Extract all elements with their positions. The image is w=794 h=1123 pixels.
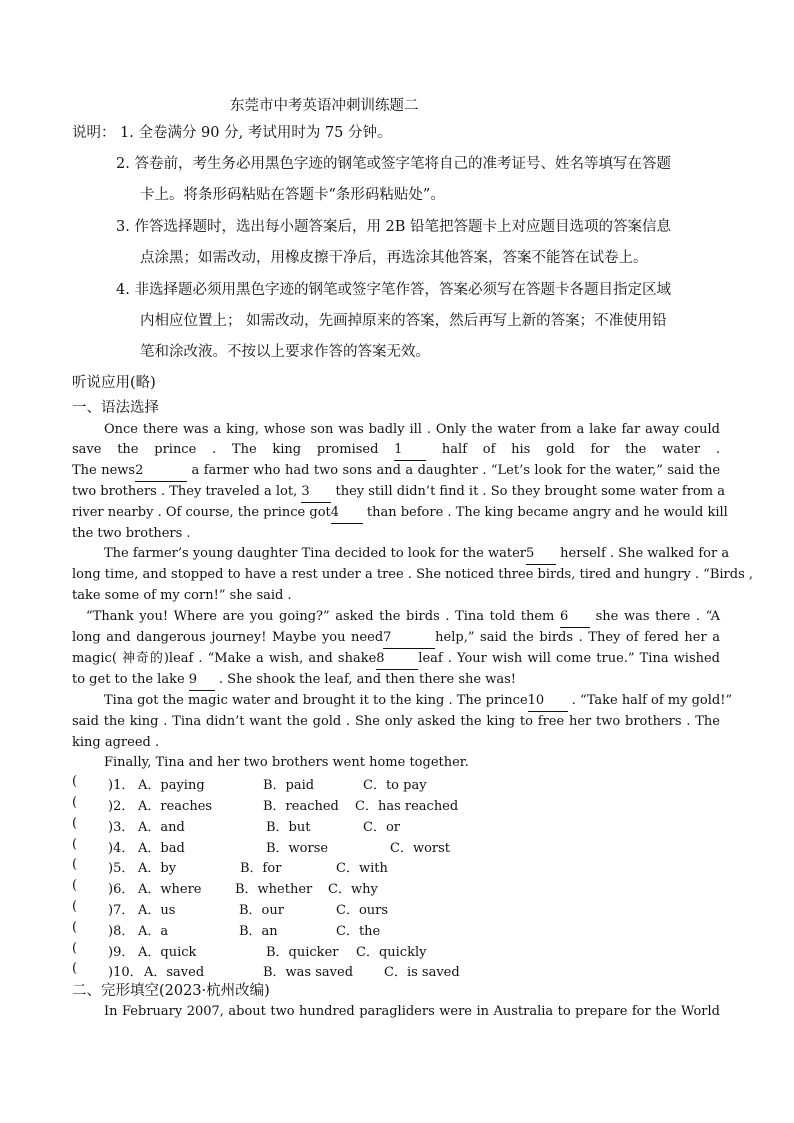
instruction-1: 1. 全卷满分 90 分, 考试用时为 75 分钟。 <box>120 125 392 141</box>
section-listening: 听说应用(略) <box>72 375 156 391</box>
blank-9[interactable]: 9 <box>189 670 215 691</box>
blank-8[interactable]: 8 <box>376 649 418 670</box>
question-row <box>72 795 492 815</box>
question-row <box>72 816 492 836</box>
instruction-3a: 3. 作答选择题时，选出每小题答案后，用 2B 铅笔把答题卡上对应题目选项的答案信息 <box>116 219 672 235</box>
blank-1[interactable]: 1 <box>394 440 426 461</box>
question-row <box>72 920 492 940</box>
option-c[interactable]: C．worst <box>390 841 451 856</box>
story-line: river nearby . Of course, the prince got4 than before . The king became angry and he would kill <box>72 503 720 524</box>
instruction-2a: 2. 答卷前，考生务必用黑色字迹的钢笔或签字笔将自己的准考证号、姓名等填写在答题 <box>116 156 671 172</box>
option-a[interactable]: A．paying <box>138 778 205 793</box>
question-number: )1． <box>108 778 135 793</box>
option-b[interactable]: B．worse <box>266 841 329 856</box>
option-c[interactable]: C．or <box>363 820 400 835</box>
question-row <box>72 899 492 919</box>
question-row <box>72 837 492 857</box>
option-c[interactable]: C．why <box>328 882 378 897</box>
blank-4[interactable]: 4 <box>331 503 363 524</box>
question-number: )4． <box>108 841 135 856</box>
option-c[interactable]: C．to pay <box>363 778 427 793</box>
section-2-heading: 二、完形填空(2023·杭州改编) <box>72 983 270 999</box>
answer-paren[interactable]: ( <box>72 774 78 789</box>
question-number: )2． <box>108 799 135 814</box>
story-line: Once there was a king, whose son was badly ill . Only the water from a lake far away could <box>104 422 720 437</box>
answer-paren[interactable]: ( <box>72 816 78 831</box>
story-line: the two brothers . <box>72 526 191 541</box>
instructions-lead: 说明： <box>72 125 116 141</box>
story-line: two brothers . They traveled a lot, 3 they still didn’t find it . So they brought some water from a <box>72 482 720 503</box>
option-a[interactable]: A．reaches <box>138 799 213 814</box>
story-line: long time, and stopped to have a rest under a tree . She noticed three birds, tired and hungry . “Birds , <box>72 567 754 582</box>
option-c[interactable]: C．has reached <box>355 799 459 814</box>
option-b[interactable]: B．was saved <box>263 965 354 980</box>
story-line: Tina got the magic water and brought it to the king . The prince10 . “Take half of my gold!” <box>104 691 720 712</box>
option-b[interactable]: B．paid <box>263 778 315 793</box>
question-number: )6． <box>108 882 135 897</box>
instruction-4b: 内相应位置上； 如需改动，先画掉原来的答案，然后再写上新的答案；不准使用铅 <box>140 313 667 329</box>
option-b[interactable]: B．quicker <box>266 945 339 960</box>
option-c[interactable]: C．quickly <box>356 945 427 960</box>
story-line: said the king . Tina didn’t want the gold . She only asked the king to free her two brothers . The <box>72 714 720 729</box>
question-number: )3． <box>108 820 135 835</box>
story-line: king agreed . <box>72 735 160 750</box>
blank-10[interactable]: 10 <box>528 691 568 712</box>
option-b[interactable]: B．our <box>239 903 284 918</box>
story-line: The news2 a farmer who had two sons and a daughter . “Let’s look for the water,” said the <box>72 461 720 482</box>
story-line: “Thank you! Where are you going?” asked the birds . Tina told them 6 she was there . “A <box>86 607 720 628</box>
option-c[interactable]: C．is saved <box>384 965 460 980</box>
instruction-3b: 点涂黑；如需改动，用橡皮擦干净后，再选涂其他答案，答案不能答在试卷上。 <box>140 250 648 266</box>
question-number: )8． <box>108 924 135 939</box>
answer-paren[interactable]: ( <box>72 795 78 810</box>
option-c[interactable]: C．with <box>336 861 388 876</box>
option-a[interactable]: A．quick <box>138 945 197 960</box>
blank-6[interactable]: 6 <box>560 607 590 628</box>
blank-3[interactable]: 3 <box>301 482 331 503</box>
answer-paren[interactable]: ( <box>72 961 78 976</box>
question-row <box>72 774 492 794</box>
option-b[interactable]: B．an <box>239 924 278 939</box>
option-c[interactable]: C．ours <box>336 903 389 918</box>
blank-7[interactable]: 7 <box>383 628 435 649</box>
option-b[interactable]: B．whether <box>235 882 313 897</box>
story-line: save the prince . The king promised 1 half of his gold for the water . <box>72 440 720 461</box>
page-title: 东莞市中考英语冲刺训练题二 <box>230 98 419 114</box>
option-a[interactable]: A．bad <box>138 841 185 856</box>
question-number: )5． <box>108 861 135 876</box>
answer-paren[interactable]: ( <box>72 857 78 872</box>
answer-paren[interactable]: ( <box>72 920 78 935</box>
story-line: long and dangerous journey! Maybe you need7 help,” said the birds . They of fered her a <box>72 628 720 649</box>
story-line: Finally, Tina and her two brothers went home together. <box>104 755 469 770</box>
story-line: The farmer’s young daughter Tina decided to look for the water5 herself . She walked for a <box>104 544 720 565</box>
option-b[interactable]: B．reached <box>263 799 339 814</box>
story-line: take some of my corn!” she said . <box>72 588 292 603</box>
question-row <box>72 961 492 981</box>
story-line: magic( 神奇的)leaf . “Make a wish, and shake8 leaf . Your wish will come true.” Tina wished <box>72 649 720 670</box>
instruction-4a: 4. 非选择题必须用黑色字迹的钢笔或签字笔作答，答案必须写在答题卡各题目指定区域 <box>116 282 671 298</box>
option-c[interactable]: C．the <box>336 924 381 939</box>
blank-5[interactable]: 5 <box>526 544 556 565</box>
blank-2[interactable]: 2 <box>135 461 187 482</box>
option-b[interactable]: B．for <box>240 861 282 876</box>
option-a[interactable]: A．us <box>138 903 176 918</box>
answer-paren[interactable]: ( <box>72 837 78 852</box>
option-a[interactable]: A．and <box>138 820 185 835</box>
question-number: )7． <box>108 903 135 918</box>
option-b[interactable]: B．but <box>266 820 311 835</box>
question-row <box>72 941 492 961</box>
question-number: )9． <box>108 945 135 960</box>
section-1-heading: 一、语法选择 <box>72 400 159 416</box>
option-a[interactable]: A．by <box>138 861 177 876</box>
option-a[interactable]: A．a <box>138 924 169 939</box>
question-row <box>72 878 492 898</box>
option-a[interactable]: A．saved <box>144 965 205 980</box>
passage-line: In February 2007, about two hundred paragliders were in Australia to prepare for the World <box>104 1004 720 1019</box>
instruction-4c: 笔和涂改液。不按以上要求作答的答案无效。 <box>140 344 430 360</box>
instruction-2b: 卡上。将条形码粘贴在答题卡“条形码粘贴处”。 <box>140 187 445 203</box>
question-number: )10． <box>108 965 143 980</box>
story-line: to get to the lake 9 . She shook the leaf, and then there she was! <box>72 670 720 691</box>
answer-paren[interactable]: ( <box>72 941 78 956</box>
option-a[interactable]: A．where <box>138 882 202 897</box>
answer-paren[interactable]: ( <box>72 899 78 914</box>
question-row <box>72 857 492 877</box>
answer-paren[interactable]: ( <box>72 878 78 893</box>
